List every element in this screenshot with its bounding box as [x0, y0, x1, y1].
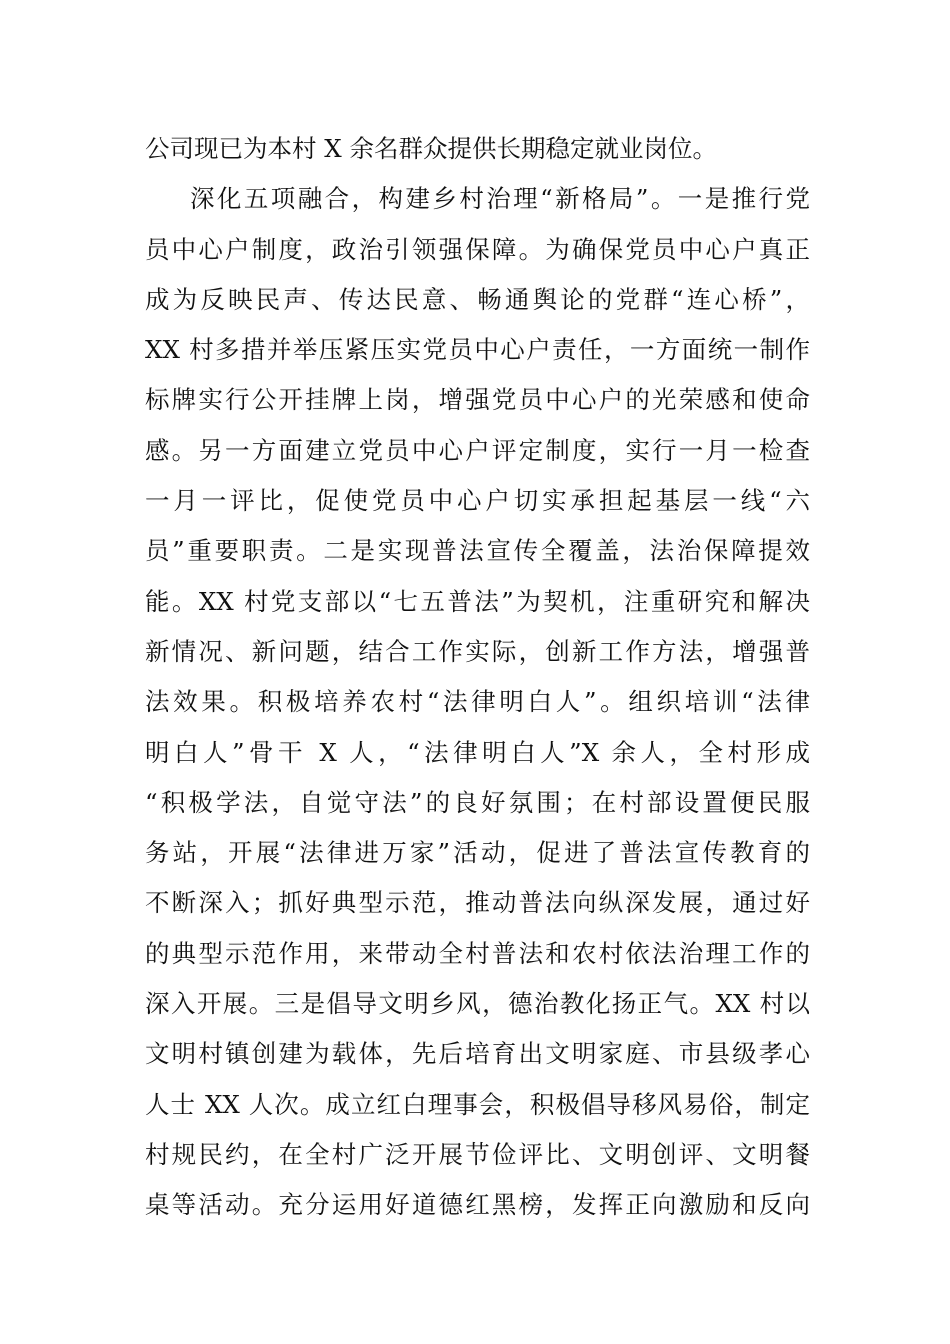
text-line: 员”重要职责。二是实现普法宣传全覆盖，法治保障提效	[145, 536, 810, 566]
text-line: 的典型示范作用，来带动全村普法和农村依法治理工作的	[145, 938, 810, 968]
text-line: 务站，开展“法律进万家”活动，促进了普法宣传教育的	[145, 838, 810, 868]
text-line: 人士 XX 人次。成立红白理事会，积极倡导移风易俗，制定	[145, 1089, 810, 1119]
text-line: 文明村镇创建为载体，先后培育出文明家庭、市县级孝心	[145, 1039, 810, 1069]
text-line: 桌等活动。充分运用好道德红黑榜，发挥正向激励和反向	[145, 1190, 810, 1220]
text-line: 员中心户制度，政治引领强保障。为确保党员中心户真正	[145, 234, 810, 264]
text-line: 能。XX 村党支部以“七五普法”为契机，注重研究和解决	[145, 586, 810, 616]
text-line: 不断深入；抓好典型示范，推动普法向纵深发展，通过好	[145, 888, 810, 918]
text-line: XX 村多措并举压紧压实党员中心户责任，一方面统一制作	[145, 335, 810, 365]
text-line: 标牌实行公开挂牌上岗，增强党员中心户的光荣感和使命	[145, 385, 810, 415]
text-line: 明白人”骨干 X 人，“法律明白人”X 余人，全村形成	[145, 737, 810, 767]
text-line: 深化五项融合，构建乡村治理“新格局”。一是推行党	[190, 184, 810, 214]
text-line: 成为反映民声、传达民意、畅通舆论的党群“连心桥”，	[145, 284, 810, 314]
text-line: 一月一评比，促使党员中心户切实承担起基层一线“六	[145, 486, 810, 516]
text-line: 新情况、新问题，结合工作实际，创新工作方法，增强普	[145, 636, 810, 666]
text-line: “积极学法，自觉守法”的良好氛围；在村部设置便民服	[145, 787, 810, 817]
text-line: 深入开展。三是倡导文明乡风，德治教化扬正气。XX 村以	[145, 989, 810, 1019]
body-text	[145, 124, 810, 1231]
text-line: 感。另一方面建立党员中心户评定制度，实行一月一检查	[145, 435, 810, 465]
text-line: 公司现已为本村 X 余名群众提供长期稳定就业岗位。	[145, 134, 718, 163]
text-line: 法效果。积极培养农村“法律明白人”。组织培训“法律	[145, 687, 810, 717]
text-line: 村规民约，在全村广泛开展节俭评比、文明创评、文明餐	[145, 1139, 810, 1169]
